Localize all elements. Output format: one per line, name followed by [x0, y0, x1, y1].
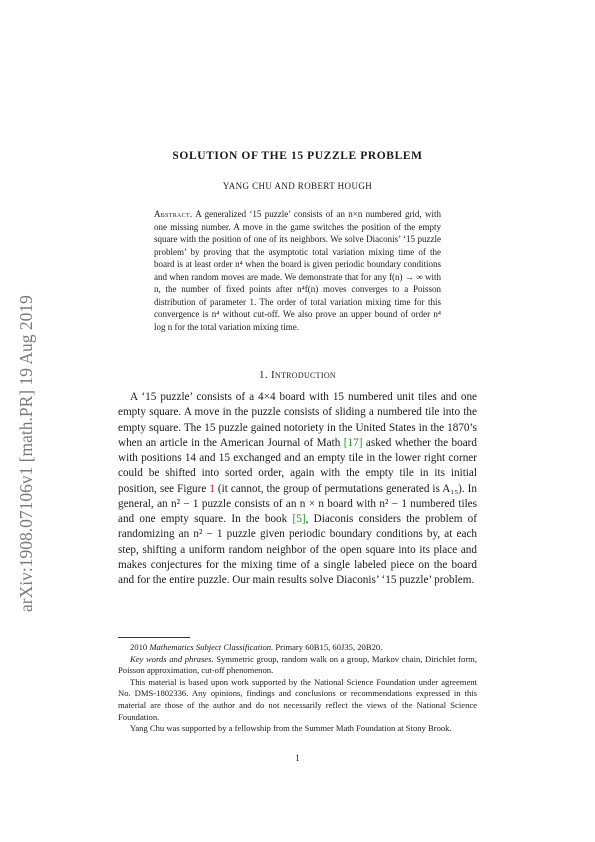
citation-link-5[interactable]: [5] — [292, 513, 306, 525]
msc-label: Mathematics Subject Classification. — [149, 642, 274, 652]
abstract — [154, 208, 441, 333]
intro-text-2: asked whether the board with positions 14 and 15 exchanged and an empty tile in the lower right corner could be shifted into sorted order, again with the empty tile in its initial position, see Figure — [118, 436, 477, 495]
keywords-label: Key words and phrases. — [130, 653, 214, 664]
footnote-fellowship: Yang Chu was supported by a fellowship from the Summer Math Foundation at Stony Brook. — [130, 723, 452, 734]
paper-authors: YANG CHU AND ROBERT HOUGH — [222, 181, 373, 191]
section-title: Introduction — [270, 369, 336, 381]
footnotes — [118, 642, 477, 735]
introduction-body — [118, 390, 477, 588]
figure-reference-link[interactable]: 1 — [209, 482, 215, 495]
abstract-label: Abstract. — [154, 209, 193, 219]
footnote-msc — [118, 642, 477, 654]
footnote-funding: This material is based upon work supported by the National Science Foundation under agreement No. DMS-1802336. Any opinions, findings and conclusions or recommendations expressed in this material are those of the author and do not necessarily reflect the views of the National Science Foundation. — [118, 676, 477, 722]
section-number: 1. — [259, 369, 268, 381]
footnote-keywords — [118, 654, 477, 677]
keywords-text: Symmetric group, random walk on a group, Markov chain, Dirichlet form, Poisson approximation, cut-off phenomenon. — [118, 653, 478, 676]
section-heading — [0, 369, 595, 381]
paper-title: SOLUTION OF THE 15 PUZZLE PROBLEM — [172, 150, 423, 162]
footnote-rule — [118, 637, 190, 638]
arxiv-identifier: arXiv:1908.07106v1 [math.PR] 19 Aug 2019 — [16, 295, 36, 612]
page-number: 1 — [295, 753, 300, 763]
intro-text-3: (it cannot, the group of permutations generated is A₁₅). In general, an n² − 1 puzzle consists of an n × n board with n² − 1 numbered tiles and one empty square. In the book — [118, 482, 477, 525]
intro-text-4: , Diaconis considers the problem of randomizing an n² − 1 puzzle given periodic boundary conditions by, at each step, shifting a uniform random neighbor of the open square into its place and makes conjectures for the mixing time of a single labeled piece on the board and for the entire puzzle. Our main results solve Diaconis’ ‘15 puzzle’ problem. — [118, 513, 477, 586]
citation-link-17[interactable]: [17] — [343, 436, 363, 449]
abstract-text: A generalized ‘15 puzzle’ consists of an n×n numbered grid, with one missing number. A move in the game switches the position of the empty square with the position of one of its neighbors. We solve Diaconis’ ‘15 puzzle problem’ by proving that the asymptotic total variation mixing time of the board is at least order n⁴ when the board is given periodic boundary conditions and when random moves are made. We demonstrate that for any f(n) → ∞ with n, the number of fixed points after n⁴f(n) moves converges to a Poisson distribution of parameter 1. The order of total variation mixing time for this convergence is n⁴ without cut-off. We also prove an upper bound of order n⁴ log n for the total variation mixing time. — [154, 209, 441, 332]
intro-text-1: A ‘15 puzzle’ consists of a 4×4 board with 15 numbered unit tiles and one empty square. A move in the puzzle consists of sliding a numbered tile into the empty square. The 15 puzzle gained notoriety in the United States in the 1870’s when an article in the American Journal of Math — [118, 391, 477, 449]
msc-year: 2010 — [130, 642, 150, 652]
msc-text: Primary 60B15, 60J35, 20B20. — [273, 642, 383, 652]
introduction-paragraph — [118, 390, 477, 588]
